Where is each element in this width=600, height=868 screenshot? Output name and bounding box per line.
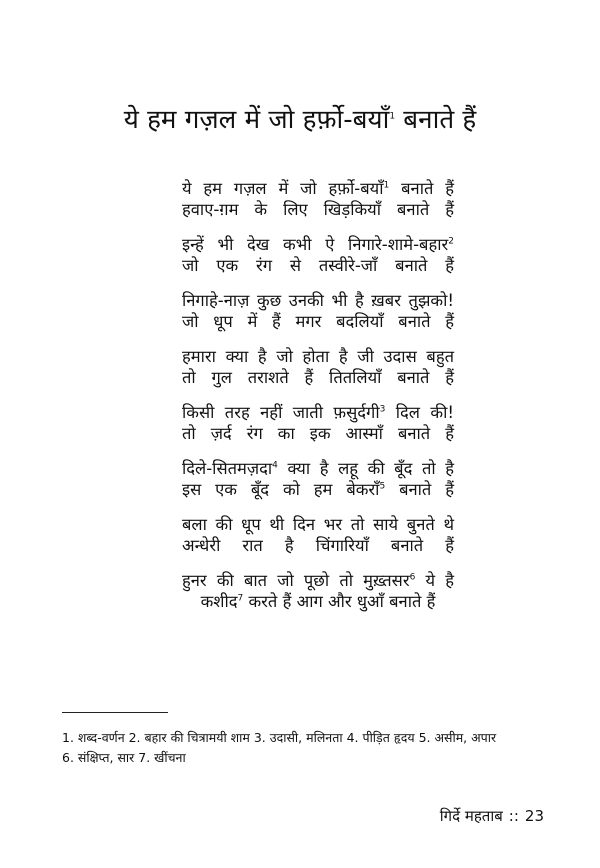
poem-line-text: किसी तरह नहीं जाती फ़सुर्दगी (182, 403, 380, 422)
footnote-line: 6. संक्षिप्त, सार 7. खींचना (62, 750, 186, 765)
poem-line-text: तो ज़र्द रंग का इक आस्माँ बनाते हैं (182, 424, 454, 443)
poem-line-text: दिले-सितमज़दा (182, 459, 273, 478)
poem-line-text: क्या है लहू की बूँद तो है (277, 459, 454, 478)
poem-line (182, 402, 454, 423)
poem-line-text: हमारा क्या है जो होता है जी उदास बहुत (182, 347, 454, 366)
footnote-ref: 5 (379, 481, 386, 492)
poem-line (182, 367, 454, 388)
poem-line (182, 423, 454, 444)
stanza (182, 346, 454, 388)
poem-line-text: इन्हें भी देख कभी ऐ निगारे-शामे-बहार (182, 235, 449, 254)
poem-line-text: इस एक बूँद को हम बेकराँ (182, 480, 380, 499)
footer-separator: :: (508, 807, 519, 825)
footnote-ref: 1 (383, 180, 390, 191)
poem-line (182, 346, 454, 367)
poem-line-text: तो गुल तराशते हैं तितलियाँ बनाते हैं (182, 368, 454, 387)
page-footer (380, 806, 544, 826)
poem-line-text: निगाहे-नाज़ कुछ उनकी भी है ख़बर तुझको! (182, 291, 454, 310)
footnote-divider (62, 712, 168, 713)
poem-line (182, 199, 454, 220)
poem-line (182, 178, 454, 199)
poem-line-text: जो धूप में हैं मगर बदलियाँ बनाते हैं (182, 312, 454, 331)
footnote-ref: 3 (379, 404, 386, 415)
poem-line-text: हुनर की बात जो पूछो तो मुख़्तसर (182, 571, 410, 590)
stanza (182, 514, 454, 556)
poem-line-text: ये है (415, 571, 454, 590)
poem-line (182, 458, 454, 479)
poem-line (182, 311, 454, 332)
poem-line-text: बनाते हैं (389, 179, 454, 198)
poem-line (182, 234, 454, 255)
poem-title (0, 100, 600, 140)
footnote-ref: 2 (448, 236, 454, 247)
poem-line (182, 514, 454, 535)
footnote-ref: 4 (272, 460, 278, 471)
poem-line-text: बला की धूप थी दिन भर तो साये बुनते थे (182, 515, 454, 534)
running-book-title: गिर्दे महताब (439, 807, 503, 825)
poem-line-text: बनाते हैं (385, 480, 454, 499)
poem-line-text: जो एक रंग से तस्वीरे-जाँ बनाते हैं (182, 256, 454, 275)
footnote-ref: 7 (237, 593, 244, 604)
poem-line-text: दिल की! (385, 403, 454, 422)
poem-line (182, 290, 454, 311)
stanza (182, 570, 454, 612)
page-number: 23 (524, 807, 544, 825)
stanza (182, 290, 454, 332)
poem-title-text: ये हम गज़ल में जो हर्फ़ो-बयाँ (123, 105, 390, 135)
poem-line-text: कशीद (200, 592, 238, 611)
poem-line-text: करते हैं आग और धुआँ बनाते हैं (243, 592, 436, 611)
stanza (182, 402, 454, 444)
footnote-line: 1. शब्द-वर्णन 2. बहार की चित्रामयी शाम 3. उदासी, मलिनता 4. पीड़ित हृदय 5. असीम, अपार (62, 730, 497, 745)
stanza (182, 178, 454, 220)
poem-line (182, 479, 454, 500)
stanza (182, 458, 454, 500)
poem-title-rest: बनाते हैं (395, 105, 477, 135)
poem-line (182, 535, 454, 556)
poem-line-text: ये हम गज़ल में जो हर्फ़ो-बयाँ (182, 179, 384, 198)
stanza (182, 234, 454, 276)
poem-line (182, 570, 454, 591)
poem-body (182, 178, 454, 626)
poem-title-footnote-ref: 1 (389, 111, 396, 122)
poem-line-text: हवाए-ग़म के लिए खिड़कियाँ बनाते हैं (182, 200, 454, 219)
footnotes (62, 728, 542, 768)
footnote-ref: 6 (409, 572, 416, 583)
poem-line (182, 255, 454, 276)
poem-line (182, 591, 454, 612)
poem-line-text: अन्धेरी रात है चिंगारियाँ बनाते हैं (182, 536, 454, 555)
